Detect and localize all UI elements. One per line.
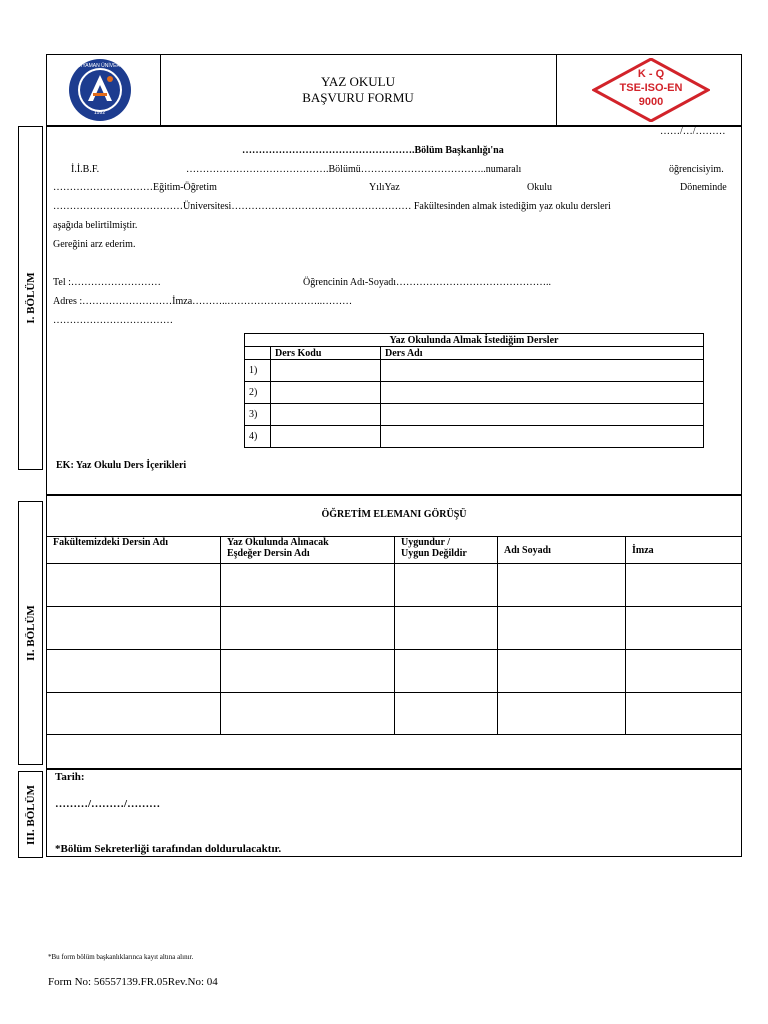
col-summer-course: Yaz Okulunda Alınacak Eşdeğer Dersin Adı xyxy=(221,537,395,564)
col-signature: İmza xyxy=(626,537,742,564)
year-summer-text: YılıYaz xyxy=(369,182,400,193)
section1-side-label: I. BÖLÜM xyxy=(18,126,43,470)
col-faculty-course: Fakültemizdeki Dersin Adı xyxy=(47,537,221,564)
tse-cert-logo xyxy=(592,58,710,122)
table-row xyxy=(47,607,742,650)
row-number: 3) xyxy=(245,404,271,426)
term-text: Döneminde xyxy=(680,182,727,193)
address-signature-field[interactable]: Adres :………………………İmza………..………………………..……… xyxy=(53,296,353,307)
full-name-cell[interactable] xyxy=(498,650,626,693)
col-course-name: Ders Adı xyxy=(381,347,704,360)
full-name-cell[interactable] xyxy=(498,564,626,607)
course-code-cell[interactable] xyxy=(271,382,381,404)
cert-mid-text: TSE-ISO-EN xyxy=(619,82,683,94)
summer-course-cell[interactable] xyxy=(221,693,395,735)
course-name-cell[interactable] xyxy=(381,382,704,404)
col-course-code: Ders Kodu xyxy=(271,347,381,360)
form-title-line1: YAZ OKULU xyxy=(320,74,396,89)
table-row xyxy=(47,693,742,735)
header-divider-right xyxy=(556,54,557,126)
col-full-name: Adı Soyadı xyxy=(498,537,626,564)
summer-course-cell[interactable] xyxy=(221,564,395,607)
course-name-cell[interactable] xyxy=(381,360,704,382)
suitability-cell[interactable] xyxy=(395,693,498,735)
summer-course-cell[interactable] xyxy=(221,607,395,650)
cert-top-text: K - Q xyxy=(637,68,665,80)
university-faculty-field[interactable]: …………………………………Üniversitesi……………………………………………… Fakültesinden almak istediğim yaz okulu dersleri xyxy=(53,201,611,212)
row-number: 4) xyxy=(245,426,271,448)
logo-year: 1992 xyxy=(94,110,106,116)
table-row xyxy=(47,650,742,693)
course-code-cell[interactable] xyxy=(271,404,381,426)
academic-year-field[interactable]: …………………………Eğitim-Öğretim xyxy=(53,182,217,193)
course-code-cell[interactable] xyxy=(271,426,381,448)
signature-cell[interactable] xyxy=(626,564,742,607)
department-number-field[interactable]: …………………………………….Bölümü………………………………..numaralı xyxy=(186,164,522,175)
university-logo xyxy=(60,57,140,123)
row-number: 1) xyxy=(245,360,271,382)
row-number: 2) xyxy=(245,382,271,404)
section3-side-label: III. BÖLÜM xyxy=(18,771,43,858)
signature-cell[interactable] xyxy=(626,607,742,650)
faculty-course-cell[interactable] xyxy=(47,607,221,650)
section2-side-label: II. BÖLÜM xyxy=(18,501,43,765)
cert-bottom-text: 9000 xyxy=(638,96,664,108)
date-field[interactable]: ……/…/……… xyxy=(660,126,726,137)
faculty-course-cell[interactable] xyxy=(47,564,221,607)
course-name-cell[interactable] xyxy=(381,404,704,426)
signature-cell[interactable] xyxy=(626,650,742,693)
footer-note: *Bu form bölüm başkanlıklarınca kayıt altına alınır. xyxy=(48,953,194,961)
summer-course-cell[interactable] xyxy=(221,650,395,693)
full-name-cell[interactable] xyxy=(498,693,626,735)
student-text: öğrencisiyim. xyxy=(669,164,724,175)
table-row xyxy=(47,564,742,607)
school-text: Okulu xyxy=(527,182,552,193)
listed-text: aşağıda belirtilmiştir. xyxy=(53,220,138,231)
faculty-course-cell[interactable] xyxy=(47,693,221,735)
form-title-line2: BAŞVURU FORMU xyxy=(302,90,414,105)
courses-table-title: Yaz Okulunda Almak İstediğim Dersler xyxy=(245,334,704,347)
faculty-text: İ.İ.B.F. xyxy=(71,164,100,175)
suitability-cell[interactable] xyxy=(395,650,498,693)
secretary-note: *Bölüm Sekreterliği tarafından doldurulacaktır. xyxy=(55,843,282,855)
course-name-cell[interactable] xyxy=(381,426,704,448)
suitability-cell[interactable] xyxy=(395,607,498,650)
form-number: Form No: 56557139.FR.05Rev.No: 04 xyxy=(48,976,218,988)
courses-table xyxy=(244,333,704,448)
faculty-course-cell[interactable] xyxy=(47,650,221,693)
section2-title: ÖĞRETİM ELEMANI GÖRÜŞÜ xyxy=(321,509,467,520)
tel-field[interactable]: Tel :……………………… xyxy=(53,277,161,288)
signature-cell[interactable] xyxy=(626,693,742,735)
row-number-header xyxy=(245,347,271,360)
address-line2-field[interactable]: ……………………………… xyxy=(53,315,173,326)
request-text: Gereğini arz ederim. xyxy=(53,239,136,250)
addressee: …………………………………………….Bölüm Başkanlığı'na xyxy=(242,145,504,156)
course-code-cell[interactable] xyxy=(271,360,381,382)
date-label: Tarih: xyxy=(55,771,85,783)
logo-ring-text: ADIYAMAN ÜNİVERSİTESİ xyxy=(74,63,136,69)
col-suitability: Uygundur / Uygun Değildir xyxy=(395,537,498,564)
instructor-opinion-table xyxy=(46,536,742,735)
student-name-field[interactable]: Öğrencinin Adı-Soyadı……………………………………….. xyxy=(303,277,552,288)
suitability-cell[interactable] xyxy=(395,564,498,607)
full-name-cell[interactable] xyxy=(498,607,626,650)
date-entry-field[interactable]: ………/………/……… xyxy=(55,798,161,810)
attachment-note: EK: Yaz Okulu Ders İçerikleri xyxy=(56,460,187,471)
